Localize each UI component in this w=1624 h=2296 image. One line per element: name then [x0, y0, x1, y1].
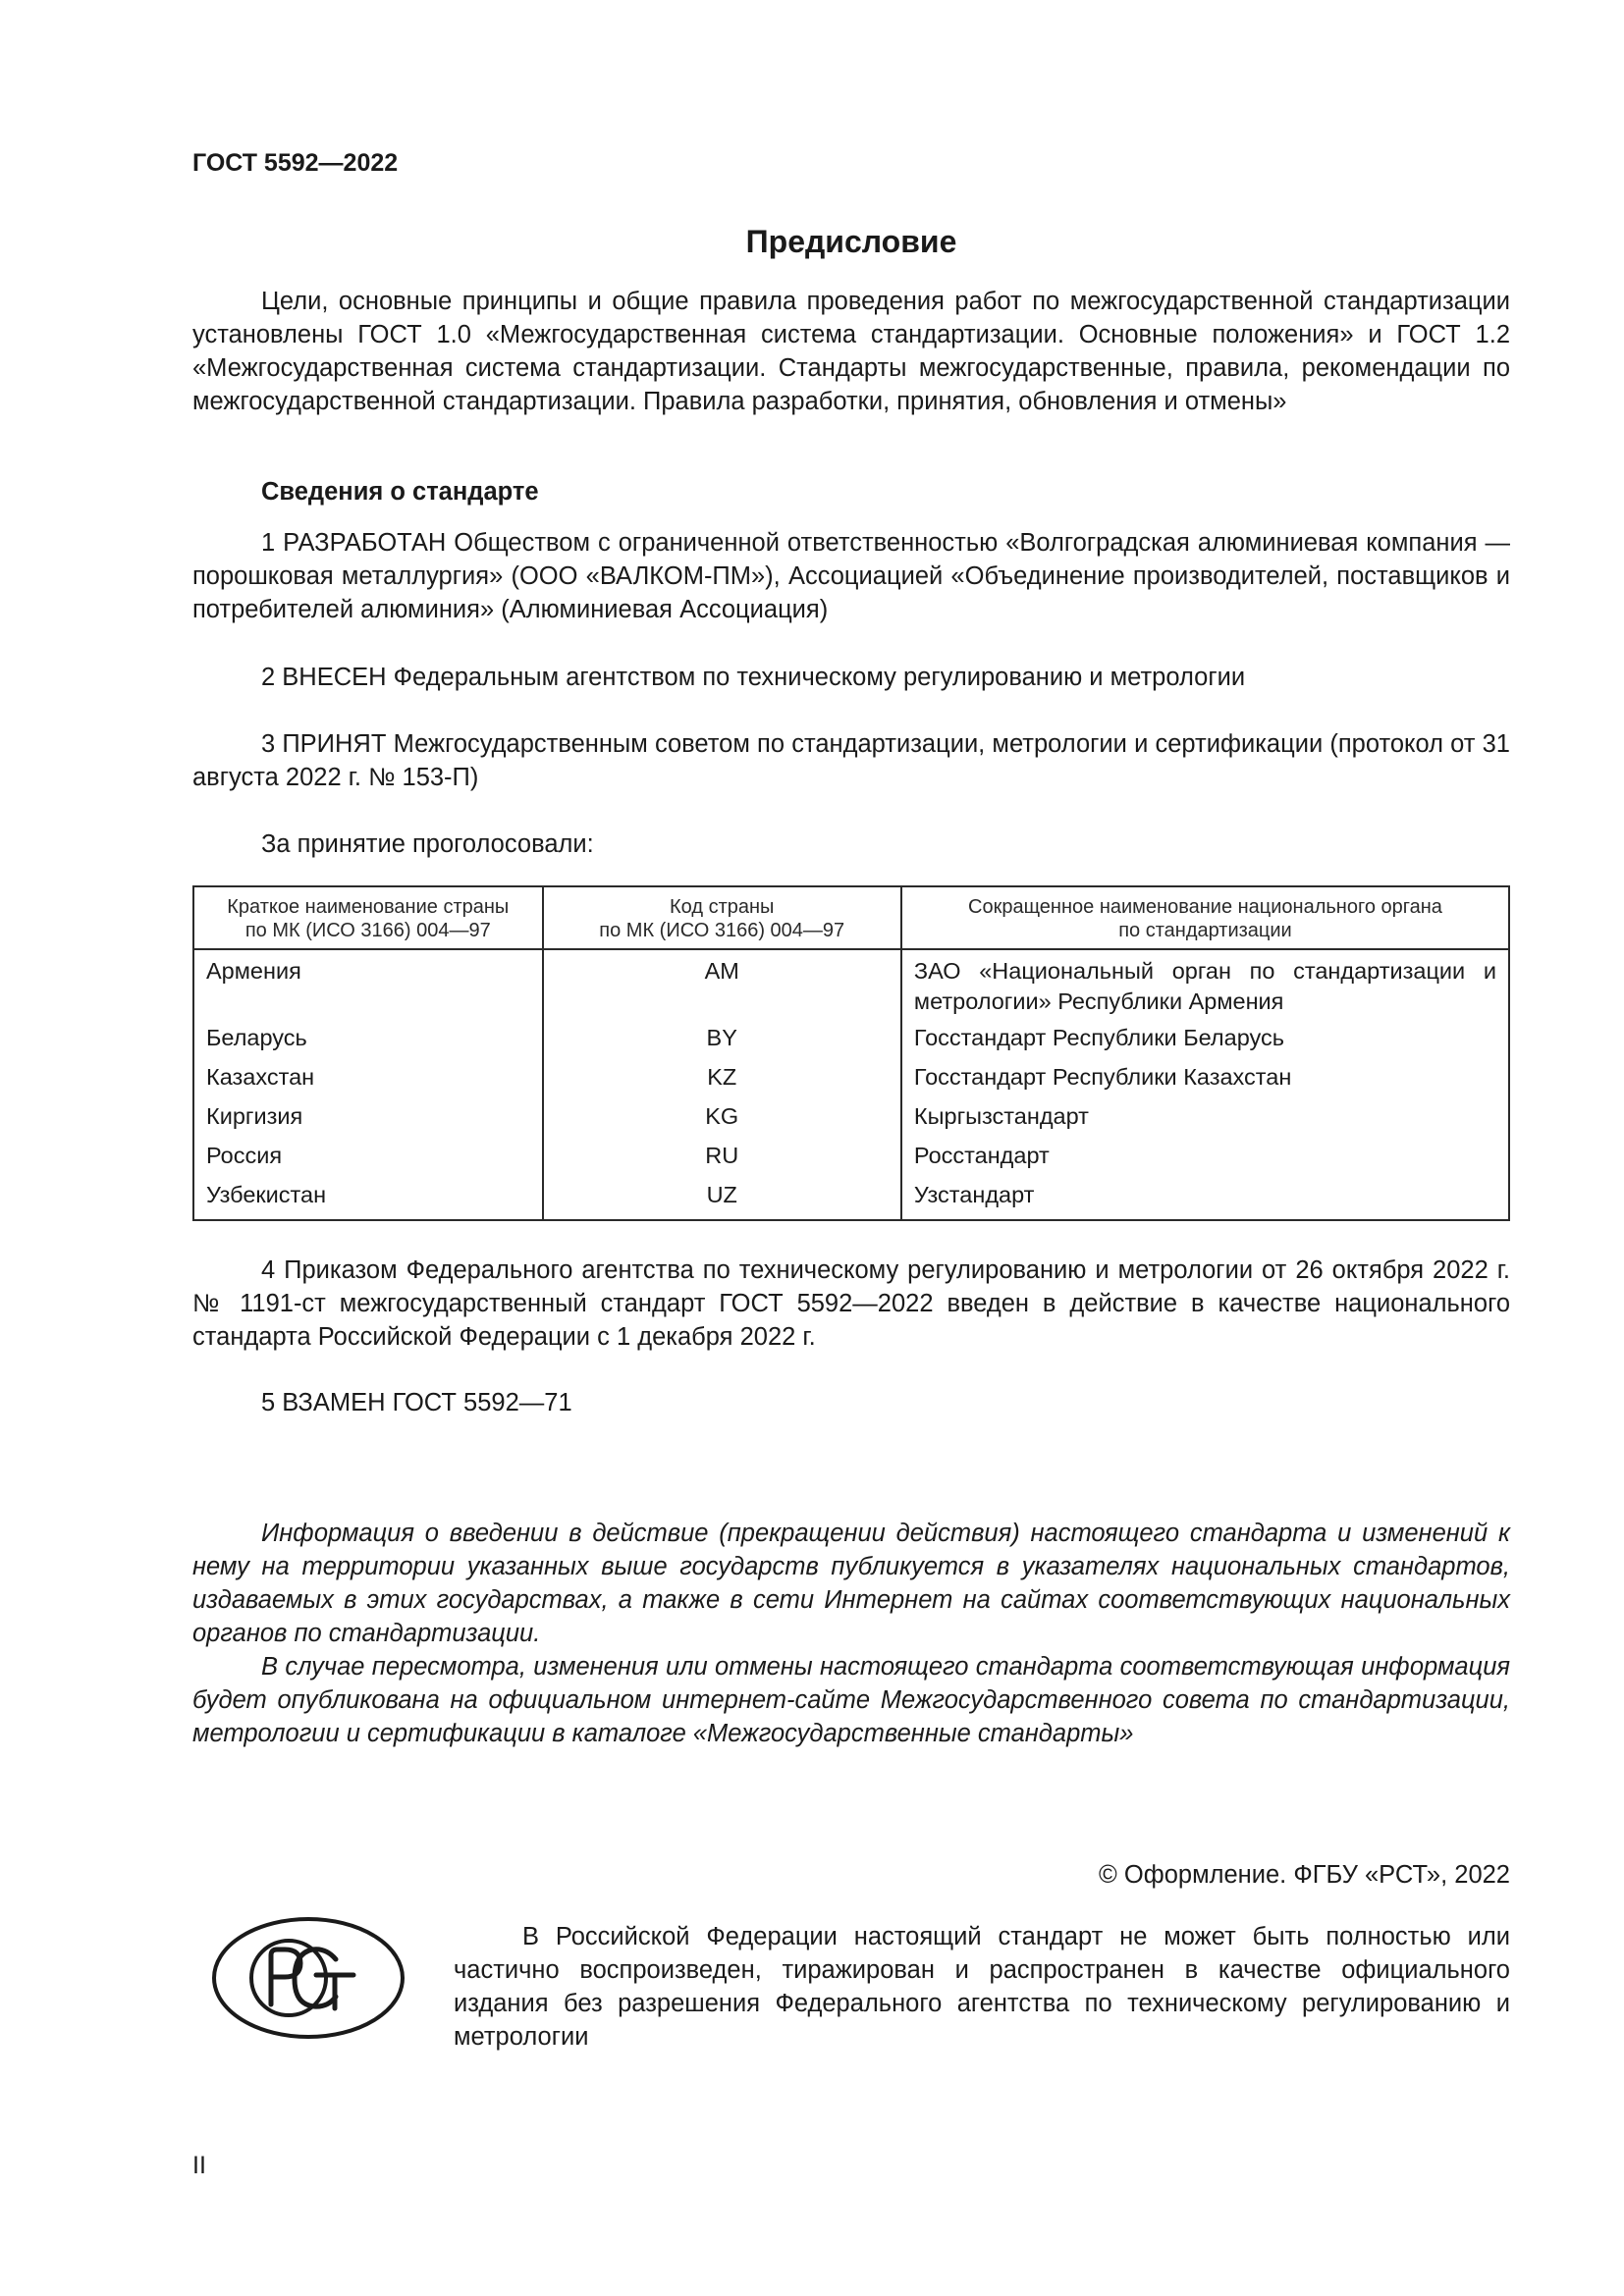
cell-country: Россия [193, 1141, 543, 1180]
standard-info-heading-block [192, 475, 1510, 508]
table-row [193, 949, 1509, 1023]
table-row [193, 1101, 1509, 1141]
copyright-line: © Оформление. ФГБУ «РСТ», 2022 [1099, 1861, 1510, 1889]
cell-org: Росстандарт [901, 1141, 1509, 1180]
notice-text: В Российской Федерации настоящий стандарт не может быть полностью или частично воспроизведен, тиражирован и распространен в качестве официального издания без разрешения Федерального агентства по техническому регулированию и метрологии [454, 1923, 1510, 2051]
cell-code: BY [543, 1023, 901, 1062]
item-developed: 1 РАЗРАБОТАН Обществом с ограниченной ответственностью «Волгоградская алюминиевая компания — порошковая металлургия» (ООО «ВАЛКОМ-ПМ»), Ассоциацией «Объединение производителей, поставщиков и потребителей алюминия» (Алюминиевая Ассоциация) [192, 529, 1510, 623]
item-developed-block [192, 526, 1510, 626]
section-heading: Сведения о стандарте [261, 478, 539, 506]
document-id: ГОСТ 5592—2022 [192, 149, 399, 177]
item-adopted: 3 ПРИНЯТ Межгосударственным советом по стандартизации, метрологии и сертификации (протокол от 31 августа 2022 г. № 153-П) [192, 730, 1510, 791]
column-header-org: Сокращенное наименование национального органа по стандартизации [901, 886, 1509, 949]
table-row [193, 1180, 1509, 1220]
table-header-row [193, 886, 1509, 949]
column-header-code: Код страны по МК (ИСО 3166) 004—97 [543, 886, 901, 949]
cell-code: AM [543, 949, 901, 1023]
cell-org: Госстандарт Республики Беларусь [901, 1023, 1509, 1062]
voted-label: За принятие проголосовали: [261, 830, 594, 858]
item-adopted-block [192, 727, 1510, 794]
cell-org: ЗАО «Национальный орган по стандартизации и метрологии» Республики Армения [901, 949, 1509, 1023]
item-introduced: 2 ВНЕСЕН Федеральным агентством по техническому регулированию и метрологии [261, 664, 1246, 691]
cell-country: Казахстан [193, 1062, 543, 1101]
item-introduced-block [192, 661, 1510, 694]
cell-org: Узстандарт [901, 1180, 1509, 1220]
cell-country: Армения [193, 949, 543, 1023]
cell-code: UZ [543, 1180, 901, 1220]
voted-label-block [192, 828, 1510, 861]
cell-code: KG [543, 1101, 901, 1141]
rst-logo-icon [210, 1914, 406, 2042]
item-order-block [192, 1254, 1510, 1354]
page-title: Предисловие [745, 224, 957, 259]
page-number: II [192, 2152, 206, 2179]
item-replaces: 5 ВЗАМЕН ГОСТ 5592—71 [261, 1389, 572, 1416]
item-order: 4 Приказом Федерального агентства по техническому регулированию и метрологии от 26 октября 2022 г. № 1191-ст межгосударственный стандарт ГОСТ 5592—2022 введен в действие в качестве национального стандарта Российской Федерации с 1 декабря 2022 г. [192, 1256, 1510, 1351]
voting-table [192, 885, 1510, 1221]
column-header-country: Краткое наименование страны по МК (ИСО 3166) 004—97 [193, 886, 543, 949]
intro-paragraph: Цели, основные принципы и общие правила проведения работ по межгосударственной стандартизации установлены ГОСТ 1.0 «Межгосударственная система стандартизации. Основные положения» и ГОСТ 1.2 «Межгосударственная система стандартизации. Стандарты межгосударственные, правила, рекомендации по межгосударственной стандартизации. Правила разработки, принятия, обновления и отмены» [192, 288, 1510, 415]
cell-country: Киргизия [193, 1101, 543, 1141]
cell-country: Беларусь [193, 1023, 543, 1062]
cell-code: RU [543, 1141, 901, 1180]
intro-block [192, 285, 1510, 418]
reproduction-notice [454, 1920, 1510, 2054]
info-paragraph-1: Информация о введении в действие (прекращении действия) настоящего стандарта и изменений к нему на территории указанных выше государств публикуется в указателях национальных стандартов, издаваемых в этих государствах, а также в сети Интернет на сайтах соответствующих национальных органов по стандартизации. [192, 1520, 1510, 1647]
info-block [192, 1517, 1510, 1750]
cell-code: KZ [543, 1062, 901, 1101]
cell-org: Кыргызстандарт [901, 1101, 1509, 1141]
item-replaces-block [192, 1386, 1510, 1419]
table-row [193, 1023, 1509, 1062]
table-row [193, 1062, 1509, 1101]
table-row [193, 1141, 1509, 1180]
cell-org: Госстандарт Республики Казахстан [901, 1062, 1509, 1101]
info-paragraph-2: В случае пересмотра, изменения или отмены настоящего стандарта соответствующая информация будет опубликована на официальном интернет-сайте Межгосударственного совета по стандартизации, метрологии и сертификации в каталоге «Межгосударственные стандарты» [192, 1653, 1510, 1747]
cell-country: Узбекистан [193, 1180, 543, 1220]
